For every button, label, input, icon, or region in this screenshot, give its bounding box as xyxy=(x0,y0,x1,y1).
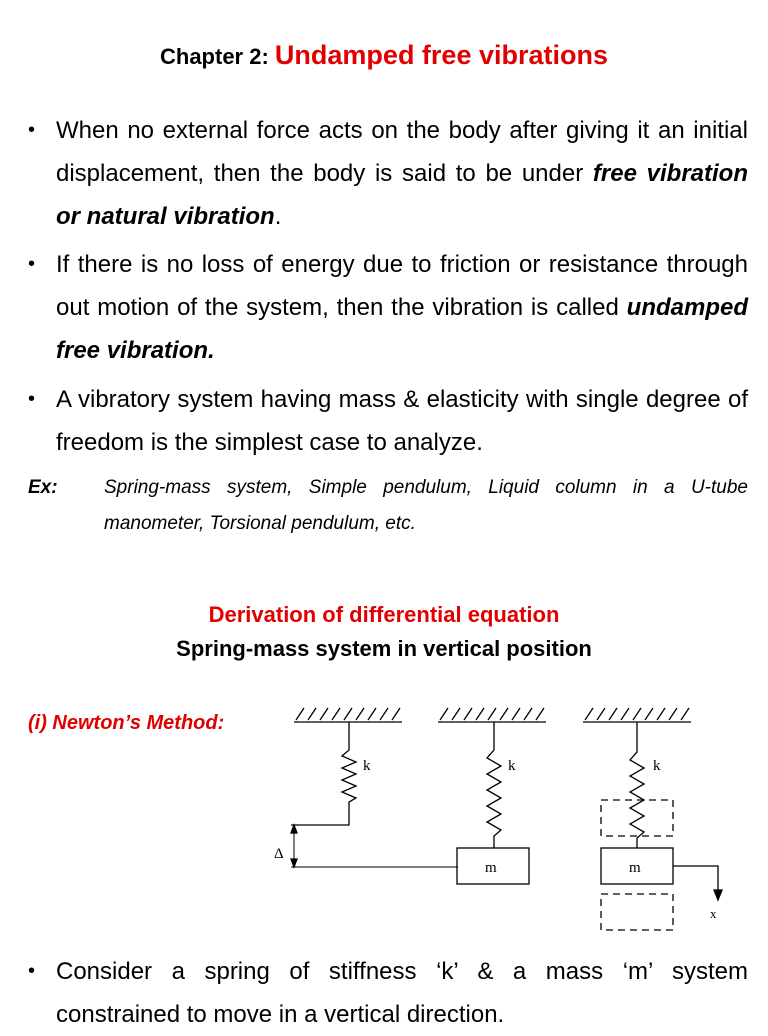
bullet-text-plain: If there is no loss of energy due to friction or resistance through out motion of the system, then the vibration is called xyxy=(56,251,748,321)
mass-ghost-lower xyxy=(601,894,673,930)
bullet-icon: • xyxy=(28,119,36,141)
support-hatch xyxy=(585,708,689,720)
bullet-text: Consider a spring of stiffness ‘k’ & a mass ‘m’ system constrained to move in a vertical direction. xyxy=(56,958,748,1028)
delta-label: Δ xyxy=(274,846,284,862)
derivation-subheading: Spring-mass system in vertical position xyxy=(176,636,592,661)
derivation-heading: Derivation of differential equation xyxy=(208,602,560,627)
bullet-icon: • xyxy=(28,253,36,275)
bullet-undamped xyxy=(28,243,748,372)
bullet-vibratory-system xyxy=(28,378,748,464)
system-unstretched xyxy=(291,708,458,867)
method-label: (i) Newton’s Method: xyxy=(28,712,225,734)
example-block xyxy=(28,470,748,542)
chapter-label: Chapter 2: xyxy=(160,44,275,69)
spring-mass-diagram xyxy=(0,690,768,940)
bullet-text-emphasis: undamped free vibration. xyxy=(56,294,748,364)
bullet-icon: • xyxy=(28,388,36,410)
bullet-text xyxy=(56,109,748,238)
system-displaced xyxy=(583,708,722,930)
bullet-text-emphasis: free vibration or natural vibration xyxy=(56,160,748,230)
support-hatch xyxy=(296,708,400,720)
example-text: Spring-mass system, Simple pendulum, Liquid column in a U-tube manometer, Torsional pendulum, etc. xyxy=(104,477,748,534)
spring xyxy=(630,722,644,848)
page-title xyxy=(0,40,768,71)
spring-label-2: k xyxy=(508,758,516,774)
chapter-title: Undamped free vibrations xyxy=(274,40,608,70)
spring xyxy=(487,722,501,848)
displacement-arrow-line xyxy=(673,866,718,895)
bullet-text: A vibratory system having mass & elasticity with single degree of freedom is the simplest case to analyze. xyxy=(56,386,748,456)
spring-label-1: k xyxy=(363,758,371,774)
support-hatch xyxy=(440,708,544,720)
bullet-text xyxy=(56,243,748,372)
mass-label-3: m xyxy=(629,860,641,876)
system-static xyxy=(438,708,546,884)
spring xyxy=(291,722,356,825)
displacement-arrow-head xyxy=(714,890,722,900)
bullet-consider xyxy=(28,950,748,1036)
example-label: Ex: xyxy=(28,477,58,498)
bullet-free-vibration xyxy=(28,109,748,238)
mass-label-2: m xyxy=(485,860,497,876)
mass-ghost-upper xyxy=(601,800,673,836)
bullet-icon: • xyxy=(28,960,36,982)
bullet-text-end: . xyxy=(274,203,282,230)
bullet-text-plain: When no external force acts on the body after giving it an initial displacement, then the body is said to be under xyxy=(56,117,748,187)
spring-label-3: k xyxy=(653,758,661,774)
displacement-label: x xyxy=(710,906,717,921)
